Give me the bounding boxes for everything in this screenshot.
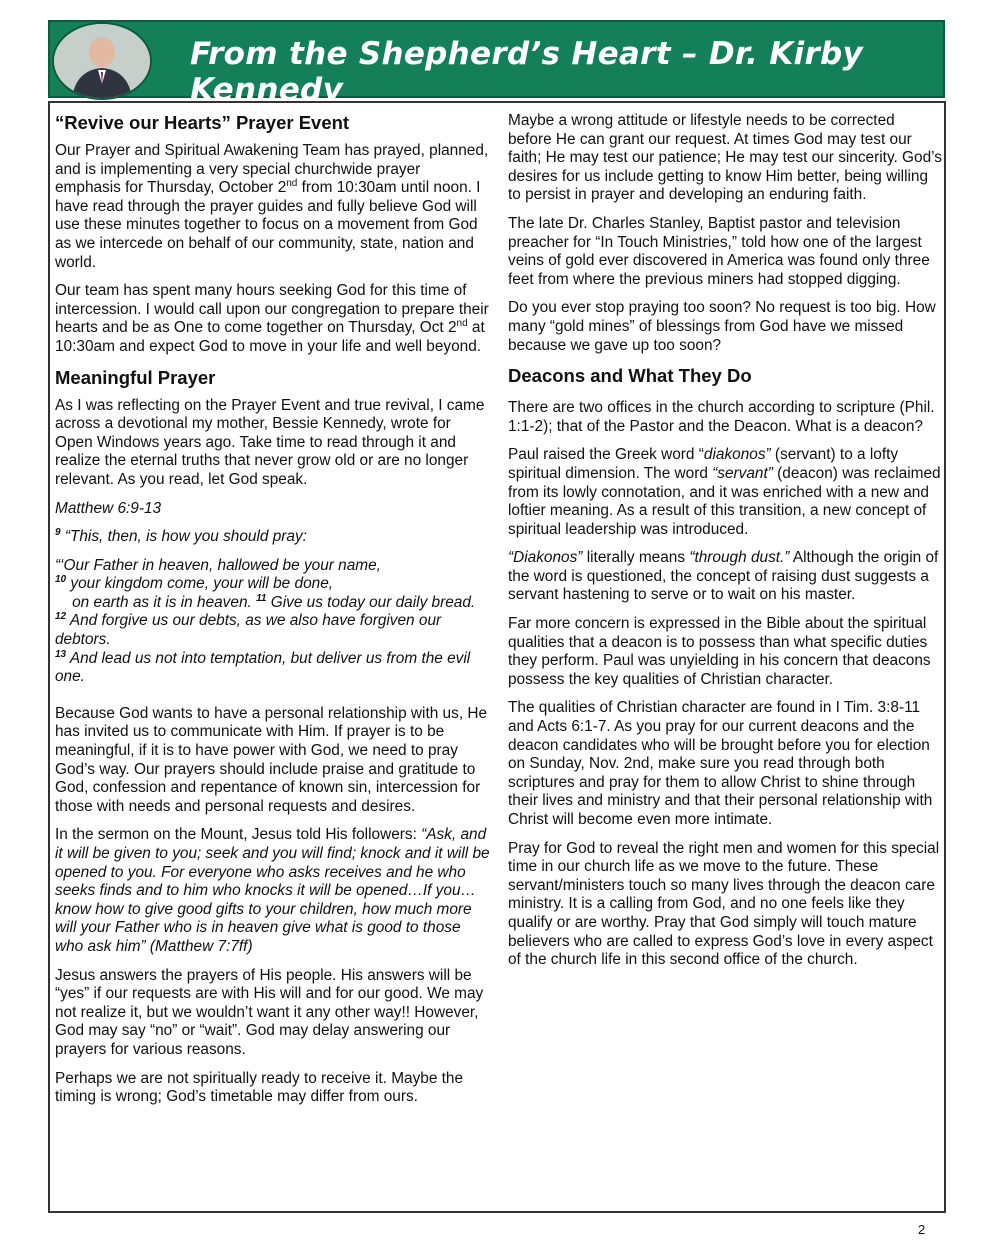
scripture-verse: $^{12}$ And forgive us our debts, as we also have forgiven our debtors. <box>55 611 442 649</box>
paragraph: Our team has spent many hours seeking God for this time of intercession. I would call upon our congregation to prepare their hearts and be as One to come together on Thursday, Oct 2nd at 10:30am and expect God to move in your life and well beyond. <box>55 282 489 355</box>
page-title: From the Shepherd’s Heart – Dr. Kirby Kennedy <box>190 36 864 108</box>
page-number: 2 <box>918 1222 926 1237</box>
paragraph: Do you ever stop praying too soon? No request is too big. How many “gold mines” of blessings from God have we missed because we gave up too soon? <box>508 299 936 354</box>
paragraph: In the sermon on the Mount, Jesus told His followers: “Ask, and it will be given to you; seek and you will find; knock and it will be opened to you. For everyone who asks receives and he who seeks finds and to him who knocks it will be opened…If you…know how to give good gifts to your children, how much more will your Father who is in heaven give what is good to those who ask him” (Matthew 7:7ff) <box>55 826 490 955</box>
paragraph: Perhaps we are not spiritually ready to receive it. Maybe the timing is wrong; God’s timetable may differ from ours. <box>55 1069 464 1106</box>
person-photo-icon <box>54 24 150 98</box>
heading-meaningful-prayer: Meaningful Prayer <box>55 366 216 388</box>
paragraph: Pray for God to reveal the right men and women for this special time in our church life as we move to the future. These servant/ministers touch so many lives through the deacon care ministry. It is a calling from God, and no one feels like they qualify or are worthy. Pray that God simply will touch mature believers who are called to express God’s love in every aspect of the church life in this second office of the church. <box>508 839 940 969</box>
paragraph: Jesus answers the prayers of His people. His answers will be “yes” if our requests are with His will and for our good. We may not realize it, but we wouldn’t want it any other way!! However, God may say “no” or “wait”. God may delay answering our prayers for various reasons. <box>55 966 484 1058</box>
paragraph: Maybe a wrong attitude or lifestyle needs to be corrected before He can grant our request. At times God may test our faith; He may test our patience; He may test our sincerity. God’s desires for us include getting to know Him better, being willing to persist in prayer and developing an enduring faith. <box>508 112 942 204</box>
heading-deacons: Deacons and What They Do <box>508 365 752 387</box>
paragraph: “Diakonos” literally means “through dust.” Although the origin of the word is questioned, the concept of raising dust suggests a servant hastening to serve or to wait on his master. <box>508 549 939 604</box>
scripture-verse: $^9$ “This, then, is how you should pray: <box>55 526 307 546</box>
paragraph: There are two offices in the church according to scripture (Phil. 1:1-2); that of the Pastor and the Deacon. What is a deacon? <box>508 399 935 435</box>
scripture-verse: $^{10}$ your kingdom come, your will be done, <box>55 574 334 593</box>
left-column <box>55 112 490 1117</box>
author-portrait <box>52 22 152 100</box>
right-column <box>508 112 942 980</box>
paragraph: Paul raised the Greek word “diakonos” (servant) to a lofty spiritual dimension. The word “servant” (deacon) was reclaimed from its lowly connotation, and it was enriched with a new and loftier meaning. As a result of this transition, a new concept of spiritual leadership was introduced. <box>508 446 941 538</box>
paragraph: Far more concern is expressed in the Bible about the spiritual qualities that a deacon is to possess than what specific duties they perform. Paul was unyielding in his concern that deacons possess the key qualities of Christian character. <box>508 615 931 688</box>
paragraph: Because God wants to have a personal relationship with us, He has invited us to communicate with Him. If prayer is to be meaningful, if it is to have power with God, we need to pray God’s way. Our prayers should include praise and gratitude to God, confession and repentance of known sin, intercession for those with needs and personal requests and desires. <box>55 704 488 815</box>
scripture-verse: on earth as it is in heaven. $^{11}$ Give us today our daily bread. <box>55 592 476 611</box>
paragraph: The qualities of Christian character are found in I Tim. 3:8-11 and Acts 6:1-7. As you pray for our current deacons and the deacon candidates who will be brought before you for election on Sunday, Nov. 2nd, make sure you read through both scriptures and pray for them to allow Christ to shine through their lives and ministry and that their personal relationship with Christ will become even more intimate. <box>508 699 933 828</box>
paragraph: Our Prayer and Spiritual Awakening Team has prayed, planned, and is implementing a very special churchwide prayer emphasis for Thursday, October 2nd from 10:30am until noon. I have read through the prayer guides and fully believe God will use these minutes together to focus on a movement from God as we intercede on behalf of our community, state, nation and world. <box>55 142 489 271</box>
paragraph: The late Dr. Charles Stanley, Baptist pastor and television preacher for “In Touch Ministries,” told how one of the largest veins of gold ever discovered in America was found only three feet from where the previous miners had stopped digging. <box>508 214 930 288</box>
scripture-verse: “‘Our Father in heaven, hallowed be your name, <box>55 556 381 574</box>
heading-revive: “Revive our Hearts” Prayer Event <box>55 112 350 133</box>
paragraph: As I was reflecting on the Prayer Event and true revival, I came across a devotional my mother, Bessie Kennedy, wrote for Open Windows years ago. Take time to read through it and realize the eternal truths that never grow old or are no longer relevant. As you read, let God speak. <box>55 396 485 488</box>
scripture-verse: $^{13}$ And lead us not into temptation, but deliver us from the evil one. <box>55 648 471 686</box>
scripture-reference: Matthew 6:9-13 <box>55 499 162 517</box>
